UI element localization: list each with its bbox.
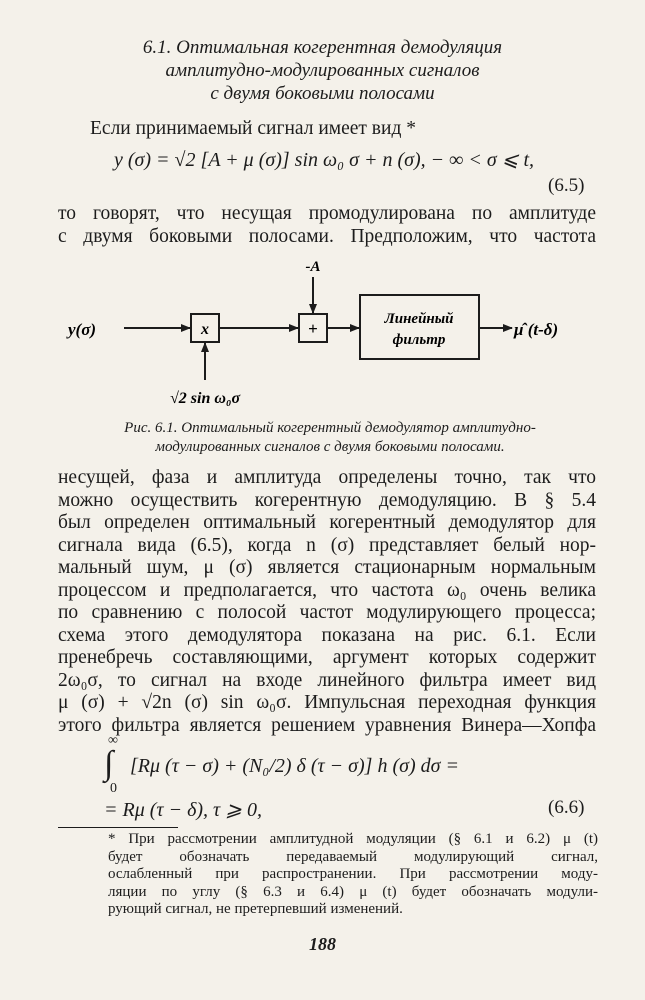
paragraph-line: с двумя боковыми полосами. Предположим, что частота (58, 225, 596, 247)
paragraph-line: 2ω₀σ, то сигнал на входе линейного фильтра имеет вид (58, 669, 596, 691)
adder-symbol: + (308, 319, 318, 338)
linear-filter-block (360, 295, 479, 359)
filter-label-line: фильтр (392, 332, 446, 348)
paragraph-1 (58, 203, 596, 248)
filter-label-line: Линейный (384, 311, 454, 327)
oscillator-label: √2 sin ω₀σ (170, 390, 241, 407)
multiplier-symbol: x (201, 321, 209, 338)
footnote-line: ляции по углу (§ 6.3 и 6.4) μ (t) будет обозначать модули- (108, 883, 598, 900)
integral-sign: ∫ (104, 745, 114, 782)
paragraph-line: несущей, фаза и амплитуда определены точно, так что (58, 467, 596, 488)
paragraph-line: пренебречь составляющими, аргумент которых содержит (58, 647, 596, 668)
equation-6-6-line-1: [Rμ (τ − σ) + (N₀/2) δ (τ − σ)] h (σ) dσ = (130, 755, 460, 777)
footnote (108, 831, 598, 919)
figure-caption (70, 419, 590, 457)
section-title (0, 36, 645, 105)
paragraph-line: был определен оптимальный когерентный демодулятор для (58, 512, 596, 533)
footnote-line: будет обозначать передаваемый модулирующий сигнал, (108, 848, 598, 865)
equation-6-6-line-2: = Rμ (τ − δ), τ ⩾ 0, (104, 799, 262, 821)
title-line: амплитудно-модулированных сигналов (165, 60, 480, 81)
paragraph-line: сигнала вида (6.5), когда n (σ) представляет белый нор- (58, 534, 596, 556)
equation-number-6-6: (6.6) (548, 797, 585, 818)
paragraph-line: схема этого демодулятора показана на рис. 6.1. Если (58, 624, 596, 646)
footnote-line: рующий сигнал, не претерпевший изменений. (108, 901, 403, 917)
title-line: с двумя боковыми полосами (210, 83, 435, 104)
caption-line: модулированных сигналов с двумя боковыми полосами. (155, 439, 505, 455)
caption-line: Рис. 6.1. Оптимальный когерентный демодулятор амплитудно- (124, 420, 536, 436)
paragraph-line: процессом и предполагается, что частота ω₀ очень велика (58, 579, 596, 601)
footnote-line: ослабленный при распространении. При рассмотрении моду- (108, 866, 598, 882)
adder-input-label: -A (305, 259, 321, 275)
intro-text (90, 118, 590, 141)
page-number: 188 (309, 934, 336, 954)
integral-upper-limit: ∞ (108, 733, 118, 748)
paragraph-line: μ (σ) + √2n (σ) sin ω₀σ. Импульсная переходная функция (58, 692, 596, 713)
integral-lower-limit: 0 (110, 781, 117, 796)
input-signal-label: y(σ) (68, 320, 97, 339)
paragraph-line: мальный шум, μ (σ) является стационарным нормальным (58, 557, 596, 578)
output-signal-label: μ̂ (t-δ) (514, 320, 559, 339)
paragraph-line: этого фильтра является решением уравнения Винера—Хопфа (58, 714, 596, 736)
equation-6-5: y (σ) = √2 [A + μ (σ)] sin ω₀ σ + n (σ), − ∞ < σ ⩽ t, (114, 149, 535, 171)
demodulator-block-diagram (60, 255, 590, 415)
title-line: 6.1. Оптимальная когерентная демодуляция (142, 37, 503, 58)
intro-line: Если принимаемый сигнал имеет вид * (90, 118, 416, 139)
equation-number-6-5: (6.5) (548, 175, 585, 196)
paragraph-line: можно осуществить когерентную демодуляцию. В § 5.4 (58, 489, 596, 511)
footnote-line: * При рассмотрении амплитудной модуляции (§ 6.1 и 6.2) μ (t) (108, 831, 598, 847)
paragraph-line: по сравнению с полосой частот модулирующего процесса; (58, 602, 596, 623)
footnote-rule (58, 827, 178, 828)
paragraph-2 (58, 467, 596, 737)
paragraph-line: то говорят, что несущая промодулирована по амплитуде (58, 203, 596, 224)
